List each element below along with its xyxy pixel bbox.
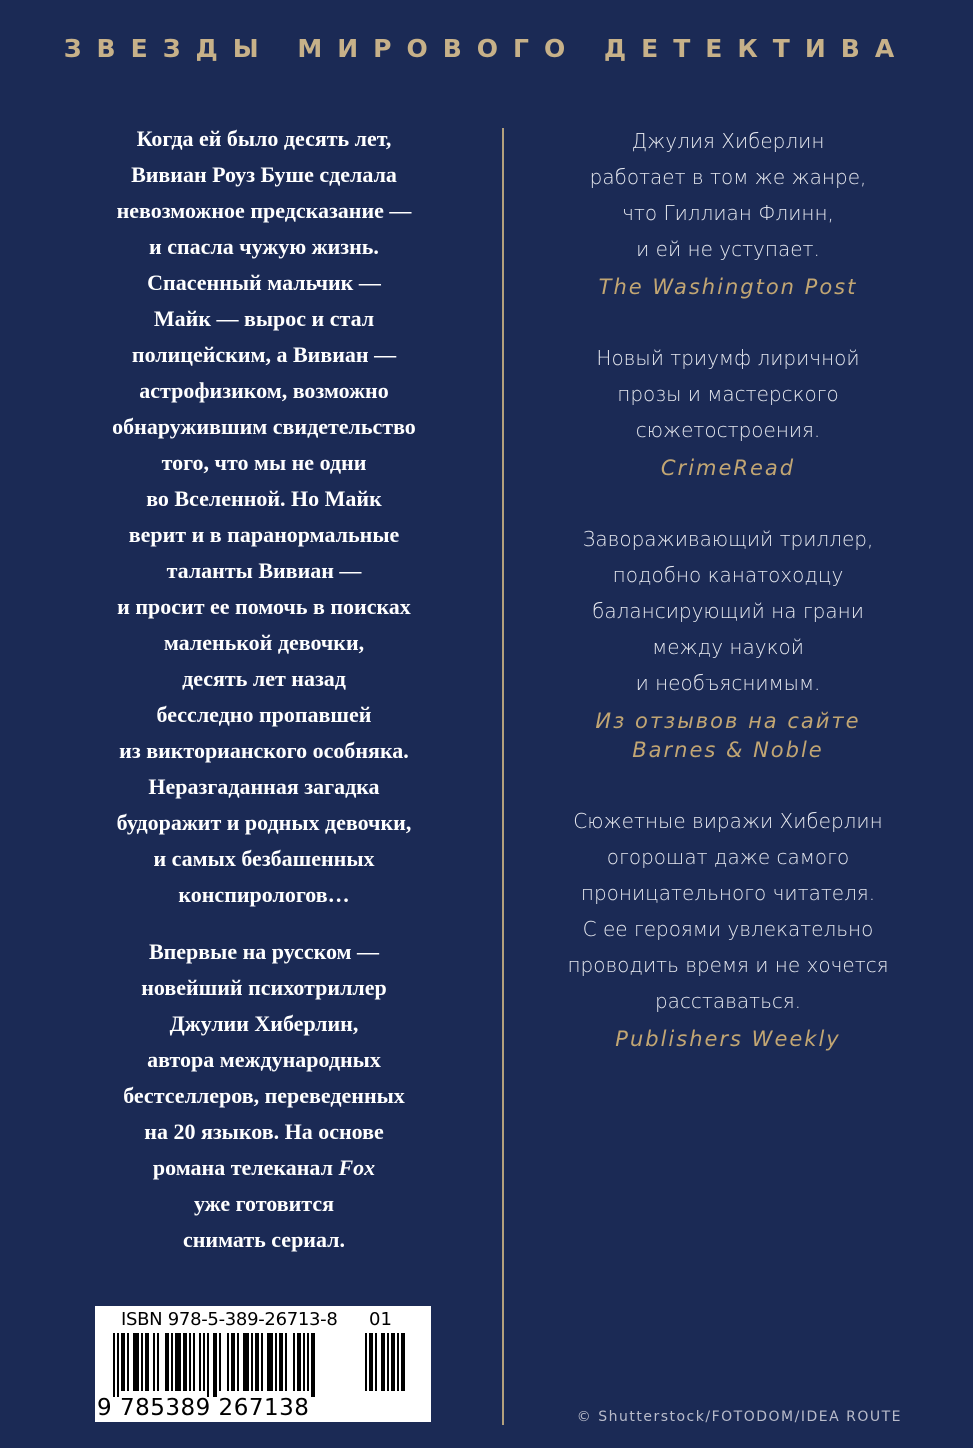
review	[528, 123, 928, 302]
blurb-line: Неразгаданная загадка	[148, 774, 380, 799]
barcode-addon-code: 01	[369, 1309, 392, 1330]
barcode-bar	[183, 1333, 187, 1391]
quote-line: прозы и мастерского	[617, 382, 839, 406]
blurb-line: таланты Вивиан —	[166, 558, 362, 583]
barcode-bar	[293, 1333, 295, 1391]
barcode-bar	[369, 1333, 373, 1391]
column-divider	[502, 128, 504, 1425]
blurb-line: Когда ей было десять лет,	[136, 126, 392, 151]
blurb-line: верит и в паранормальные	[128, 522, 400, 547]
review-source	[528, 1025, 928, 1054]
isbn-barcode	[95, 1306, 431, 1422]
blurb-line: обнаружившим свидетельство	[112, 414, 416, 439]
review-source	[528, 273, 928, 302]
quote-line: подобно канатоходцу	[612, 563, 844, 587]
review	[528, 803, 928, 1054]
blurb-line: Вивиан Роуз Буше сделала	[131, 162, 397, 187]
barcode-bar	[279, 1333, 283, 1391]
barcode-bar	[243, 1333, 249, 1391]
blurb-paragraph-1	[64, 121, 464, 913]
barcode-bar	[381, 1333, 385, 1391]
barcode-bar	[189, 1333, 191, 1391]
book-blurb	[64, 121, 464, 1258]
blurb-line: автора международных	[147, 1047, 381, 1072]
blurb-line: Спасенный мальчик —	[147, 270, 381, 295]
blurb-line: и спасла чужую жизнь.	[149, 234, 379, 259]
review-source	[528, 454, 928, 483]
barcode-bar	[145, 1333, 149, 1391]
barcode-bar	[285, 1333, 287, 1391]
quote-line: сюжетостроения.	[635, 418, 821, 442]
blurb-line: на 20 языков. На основе	[144, 1119, 384, 1144]
barcode-bar	[237, 1333, 239, 1391]
barcode-bar	[127, 1333, 129, 1391]
quote-line: Джулия Хиберлин	[631, 129, 825, 153]
quote-line: Завораживающий триллер,	[582, 527, 874, 551]
quote-line: С ее героями увлекательно	[582, 917, 874, 941]
barcode-bar	[375, 1333, 377, 1391]
barcode-bar	[133, 1333, 139, 1391]
reviews-column	[528, 123, 928, 1054]
source-line: Publishers Weekly	[615, 1027, 841, 1051]
blurb-line-fox	[64, 1150, 464, 1186]
barcode-bar	[203, 1333, 205, 1391]
blurb-line: и просит ее помочь в поисках	[117, 594, 411, 619]
barcode-bar	[199, 1333, 201, 1391]
barcode-bar	[117, 1333, 119, 1397]
barcode-bar	[307, 1333, 309, 1391]
barcode-bar	[171, 1333, 173, 1391]
barcode-bar	[261, 1333, 263, 1391]
quote-line: проницательного читателя.	[580, 881, 876, 905]
barcode-bar	[397, 1333, 399, 1391]
barcode-bar	[165, 1333, 169, 1391]
blurb-line: будоражит и родных девочки,	[116, 810, 412, 835]
barcode-bar	[121, 1333, 125, 1391]
barcode-bar	[387, 1333, 389, 1391]
review-quote	[528, 521, 928, 701]
barcode-bar	[255, 1333, 259, 1391]
blurb-line: невозможное предсказание —	[116, 198, 412, 223]
review-source	[528, 707, 928, 765]
blurb-line: Джулии Хиберлин,	[169, 1011, 359, 1036]
blurb-line: бестселлеров, переведенных	[123, 1083, 405, 1108]
barcode-bar	[219, 1333, 221, 1391]
blurb-line: астрофизиком, возможно	[139, 378, 389, 403]
review	[528, 521, 928, 765]
source-line: The Washington Post	[598, 275, 858, 299]
quote-line: Сюжетные виражи Хиберлин	[573, 809, 883, 833]
fox-channel-name: Fox	[338, 1155, 376, 1180]
blurb-line: маленькой девочки,	[163, 630, 365, 655]
barcode-bar	[251, 1333, 253, 1391]
isbn-label: ISBN 978-5-389-26713-8	[121, 1309, 338, 1330]
series-title: ЗВЕЗДЫ МИРОВОГО ДЕТЕКТИВА	[63, 34, 910, 63]
barcode-bar	[193, 1333, 195, 1391]
blurb-line: и самых безбашенных	[153, 846, 375, 871]
quote-line: огорошат даже самого	[606, 845, 850, 869]
source-line: CrimeRead	[660, 456, 796, 480]
review-quote	[528, 803, 928, 1019]
barcode-bar	[157, 1333, 159, 1391]
barcode-bar	[311, 1333, 315, 1397]
blurb-line: из викторианского особняка.	[119, 738, 409, 763]
blurb-line: Впервые на русском —	[148, 939, 380, 964]
blurb-line: Майк — вырос и стал	[153, 306, 375, 331]
review	[528, 340, 928, 483]
blurb-fox-prefix: романа телеканал	[152, 1155, 339, 1180]
blurb-line: того, что мы не одни	[161, 450, 367, 475]
quote-line: проводить время и не хочется	[567, 953, 889, 977]
blurb-line: полицейским, а Вивиан —	[131, 342, 397, 367]
review-quote	[528, 123, 928, 267]
blurb-line: конспирологов…	[178, 882, 350, 907]
source-line: Из отзывов на сайте	[595, 709, 861, 733]
barcode-bar	[213, 1333, 217, 1397]
barcode-bar	[227, 1333, 229, 1391]
source-line: Barnes & Noble	[632, 738, 824, 762]
barcode-bar	[267, 1333, 273, 1391]
barcode-bar	[231, 1333, 235, 1391]
blurb-line: десять лет назад	[182, 666, 346, 691]
quote-line: между наукой	[652, 635, 804, 659]
quote-line: и необъяснимым.	[635, 671, 821, 695]
quote-line: и ей не уступает.	[636, 237, 820, 261]
photo-credit: © Shutterstock/FOTODOM/IDEA ROUTE	[576, 1409, 902, 1425]
barcode-bar	[207, 1333, 209, 1397]
blurb-paragraph-2	[64, 934, 464, 1258]
barcode-bar	[175, 1333, 181, 1391]
blurb-line: снимать сериал.	[182, 1227, 346, 1252]
blurb-line: уже готовится	[193, 1191, 335, 1216]
barcode-bar	[391, 1333, 395, 1391]
barcode-bar	[113, 1333, 115, 1397]
review-quote	[528, 340, 928, 448]
quote-line: что Гиллиан Флинн,	[622, 201, 834, 225]
blurb-line: во Вселенной. Но Майк	[146, 486, 382, 511]
barcode-bar	[303, 1333, 305, 1391]
quote-line: расставаться.	[654, 989, 802, 1013]
barcode-bar	[401, 1333, 405, 1391]
blurb-line: новейший психотриллер	[141, 975, 387, 1000]
barcode-bar	[275, 1333, 277, 1391]
barcode-bar	[365, 1333, 367, 1391]
barcode-bars	[113, 1333, 351, 1397]
quote-line: балансирующий на грани	[592, 599, 864, 623]
blurb-line: бесследно пропавшей	[156, 702, 372, 727]
quote-line: работает в том же жанре,	[589, 165, 867, 189]
ean-digits: 9 785389 267138	[97, 1395, 310, 1421]
barcode-bar	[141, 1333, 143, 1391]
quote-line: Новый триумф лиричной	[596, 346, 860, 370]
barcode-addon-bars	[365, 1333, 405, 1397]
barcode-bar	[153, 1333, 155, 1391]
barcode-bar	[297, 1333, 301, 1391]
